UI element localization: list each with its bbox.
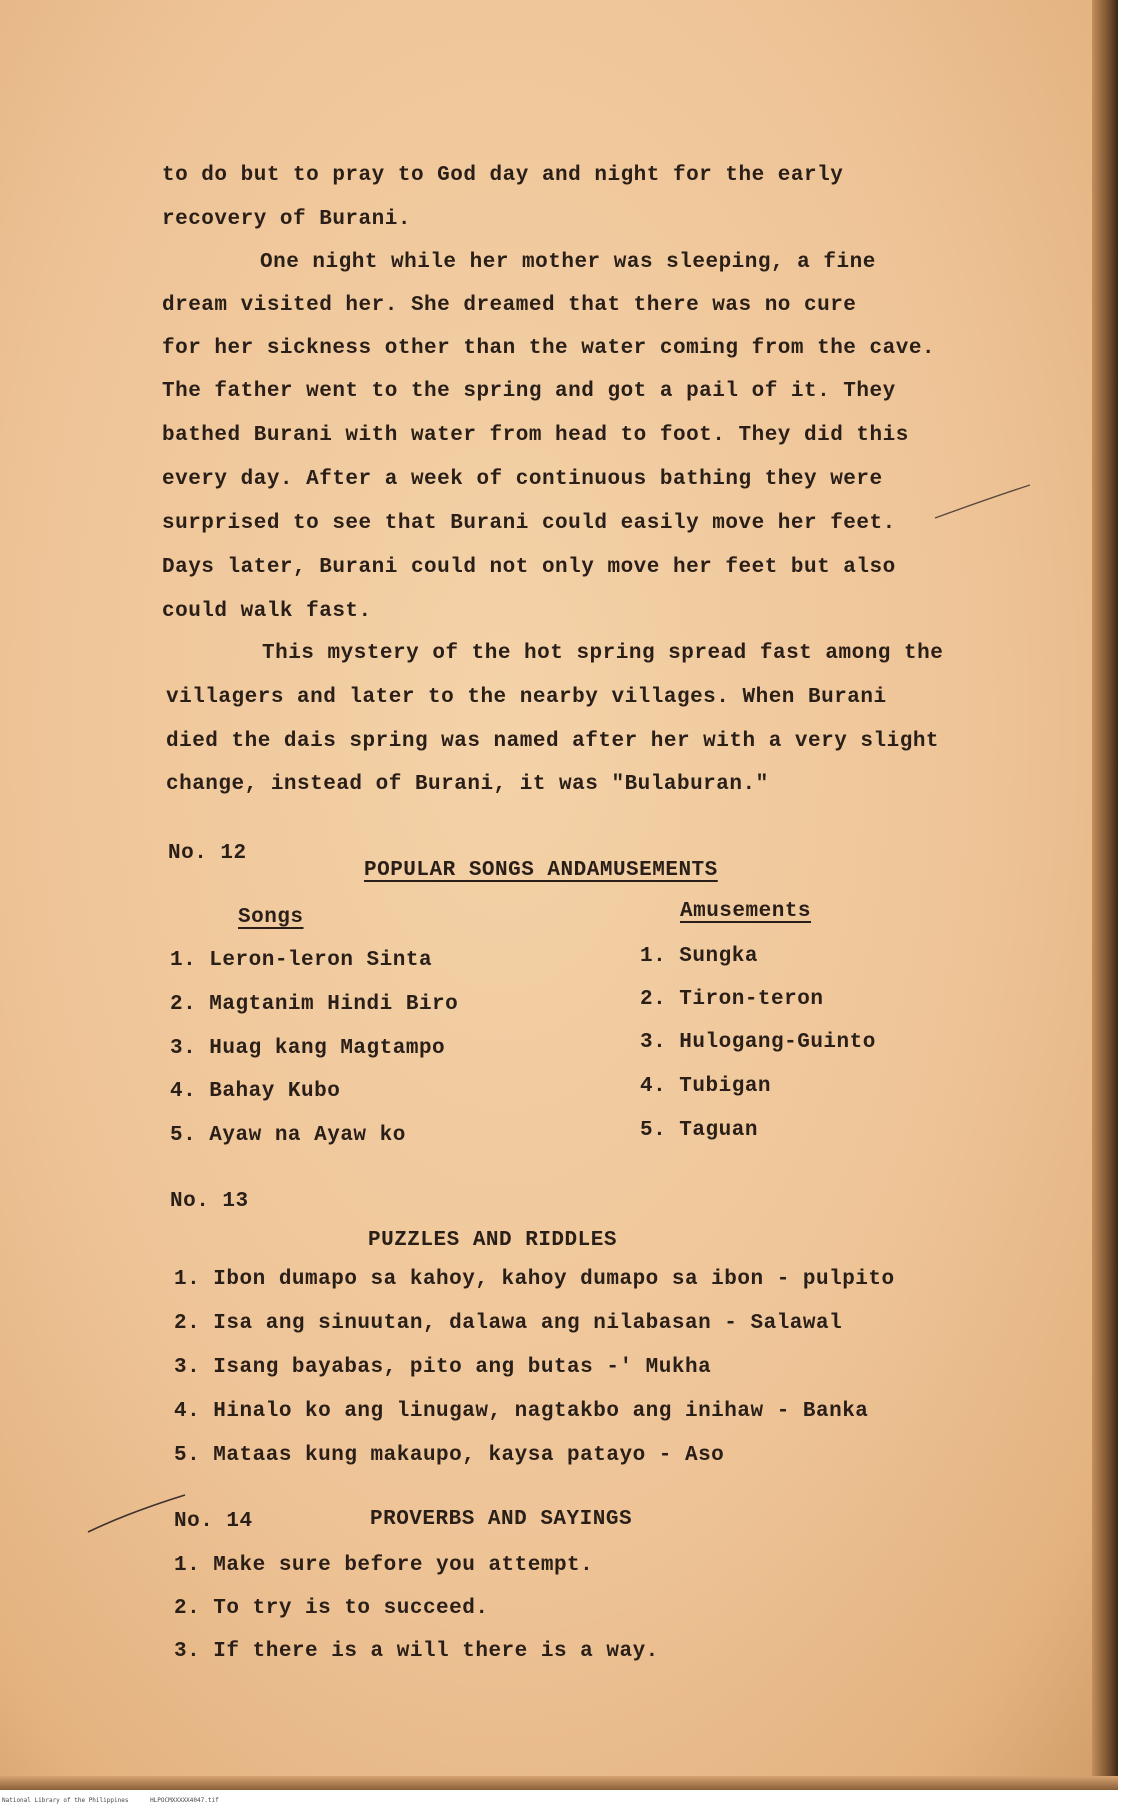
section-number: No. 13: [170, 1190, 249, 1213]
song-item: 4. Bahay Kubo: [170, 1080, 341, 1103]
amusement-item: 1. Sungka: [640, 945, 758, 968]
section-number: No. 12: [168, 842, 247, 865]
riddle-item: 1. Ibon dumapo sa kahoy, kahoy dumapo sa ibon - pulpito: [174, 1268, 895, 1291]
pen-stroke: [935, 485, 1030, 518]
proverb-item: 1. Make sure before you attempt.: [174, 1554, 594, 1577]
songs-heading: Songs: [238, 906, 304, 929]
story-line: One night while her mother was sleeping, a fine: [260, 251, 876, 274]
song-item: 2. Magtanim Hindi Biro: [170, 993, 459, 1016]
section-title: PUZZLES AND RIDDLES: [368, 1229, 617, 1252]
proverb-item: 2. To try is to succeed.: [174, 1597, 489, 1620]
footer-file: HLPOCMXXXXX4047.tif: [150, 1797, 219, 1804]
riddle-item: 5. Mataas kung makaupo, kaysa patayo - Aso: [174, 1444, 725, 1467]
story-line: The father went to the spring and got a pail of it. They: [162, 380, 896, 403]
story-line: change, instead of Burani, it was "Bulaburan.": [166, 773, 769, 796]
amusements-heading: Amusements: [680, 900, 812, 923]
story-line: every day. After a week of continuous bathing they were: [162, 468, 883, 491]
story-line: bathed Burani with water from head to foot. They did this: [162, 424, 909, 447]
amusement-item: 4. Tubigan: [640, 1075, 772, 1098]
story-line: to do but to pray to God day and night for the early: [162, 164, 844, 187]
story-line: villagers and later to the nearby villages. When Burani: [166, 686, 887, 709]
story-line: surprised to see that Burani could easily move her feet.: [162, 512, 896, 535]
story-line: Days later, Burani could not only move her feet but also: [162, 556, 896, 579]
story-line: died the dais spring was named after her with a very slight: [166, 730, 940, 753]
story-line: This mystery of the hot spring spread fast among the: [262, 642, 944, 665]
section-title: PROVERBS AND SAYINGS: [370, 1508, 633, 1531]
section-number: No. 14: [174, 1510, 253, 1533]
amusement-item: 2. Tiron-teron: [640, 988, 824, 1011]
song-item: 1. Leron-leron Sinta: [170, 949, 433, 972]
story-line: recovery of Burani.: [162, 208, 411, 231]
footer-library: National Library of the Philippines: [2, 1797, 129, 1804]
story-line: could walk fast.: [162, 600, 372, 623]
riddle-item: 2. Isa ang sinuutan, dalawa ang nilabasan - Salawal: [174, 1312, 843, 1335]
amusement-item: 5. Taguan: [640, 1119, 758, 1142]
section-title: POPULAR SONGS ANDAMUSEMENTS: [364, 859, 718, 882]
proverb-item: 3. If there is a will there is a way.: [174, 1640, 659, 1663]
song-item: 3. Huag kang Magtampo: [170, 1037, 446, 1060]
scan-footer: [0, 1794, 1137, 1808]
story-line: dream visited her. She dreamed that there was no cure: [162, 294, 857, 317]
song-item: 5. Ayaw na Ayaw ko: [170, 1124, 406, 1147]
riddle-item: 3. Isang bayabas, pito ang butas -' Mukha: [174, 1356, 712, 1379]
pen-stroke: [88, 1495, 185, 1532]
story-line: for her sickness other than the water coming from the cave.: [162, 337, 936, 360]
riddle-item: 4. Hinalo ko ang linugaw, nagtakbo ang inihaw - Banka: [174, 1400, 869, 1423]
amusement-item: 3. Hulogang-Guinto: [640, 1031, 876, 1054]
